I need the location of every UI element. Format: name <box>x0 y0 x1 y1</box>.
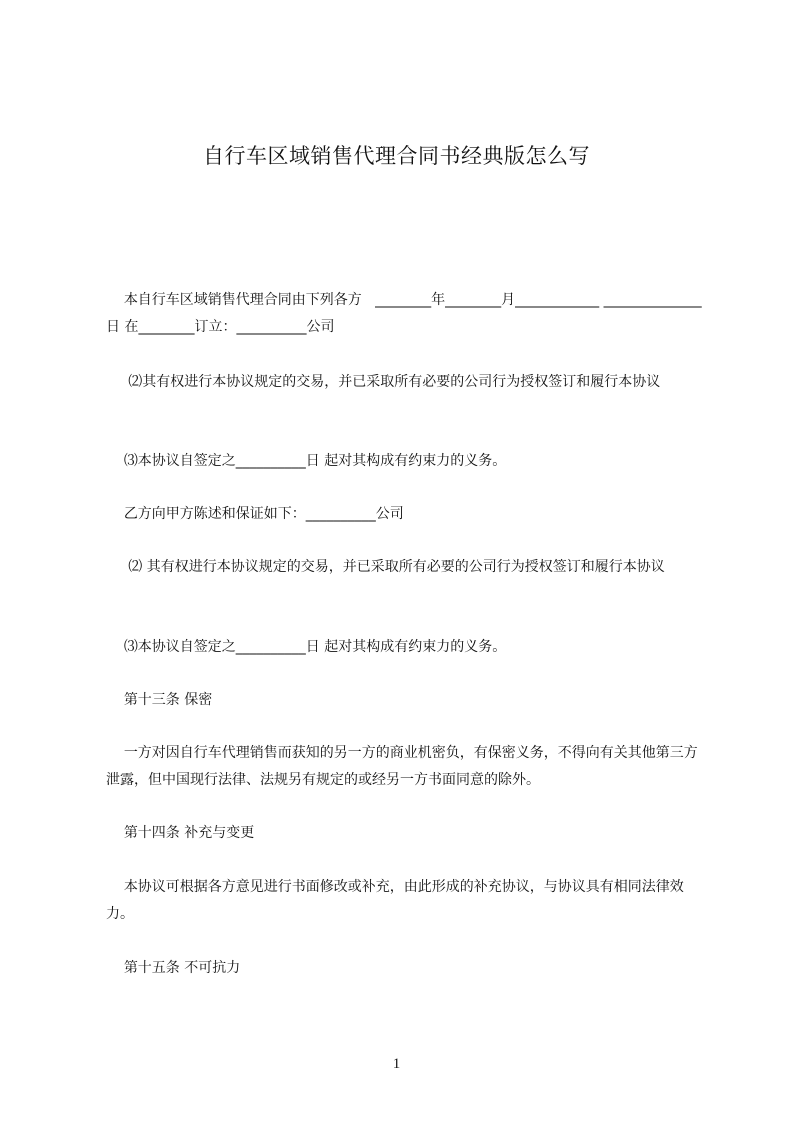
page-number: 1 <box>392 1056 401 1072</box>
article-15-heading: 第十五条 不可抗力 <box>106 960 241 976</box>
paragraph-confidentiality: 一方对因自行车代理销售而获知的另一方的商业机密负，有保密义务，不得向有关其他第三方泄露，但中国现行法律、法规另有规定的或经另一方书面同意的除外。 <box>106 745 698 788</box>
paragraph-party-b-representations: 乙方向甲方陈述和保证如下：__________公司 <box>106 506 404 522</box>
paragraph-party-a-binding: ⑶本协议自签定之__________日 起对其构成有约束力的义务。 <box>106 453 507 469</box>
article-13-heading: 第十三条 保密 <box>106 692 213 708</box>
paragraph-party-b-binding: ⑶本协议自签定之__________日 起对其构成有约束力的义务。 <box>106 639 507 655</box>
paragraph-party-a-authority: ⑵其有权进行本协议规定的交易，并已采取所有必要的公司行为授权签订和履行本协议 <box>106 374 661 390</box>
paragraph-amendments: 本协议可根据各方意见进行书面修改或补充，由此形成的补充协议，与协议具有相同法律效力。 <box>106 879 684 922</box>
article-14-heading: 第十四条 补充与变更 <box>106 825 255 841</box>
paragraph-contract-parties: 本自行车区域销售代理合同由下列各方 ________年________月____________ ______________日 在________订立：__________公司 <box>106 292 702 335</box>
document-title: 自行车区域销售代理合同书经典版怎么写 <box>203 144 590 168</box>
paragraph-party-b-authority: ⑵ 其有权进行本协议规定的交易，并已采取所有必要的公司行为授权签订和履行本协议 <box>106 559 665 575</box>
